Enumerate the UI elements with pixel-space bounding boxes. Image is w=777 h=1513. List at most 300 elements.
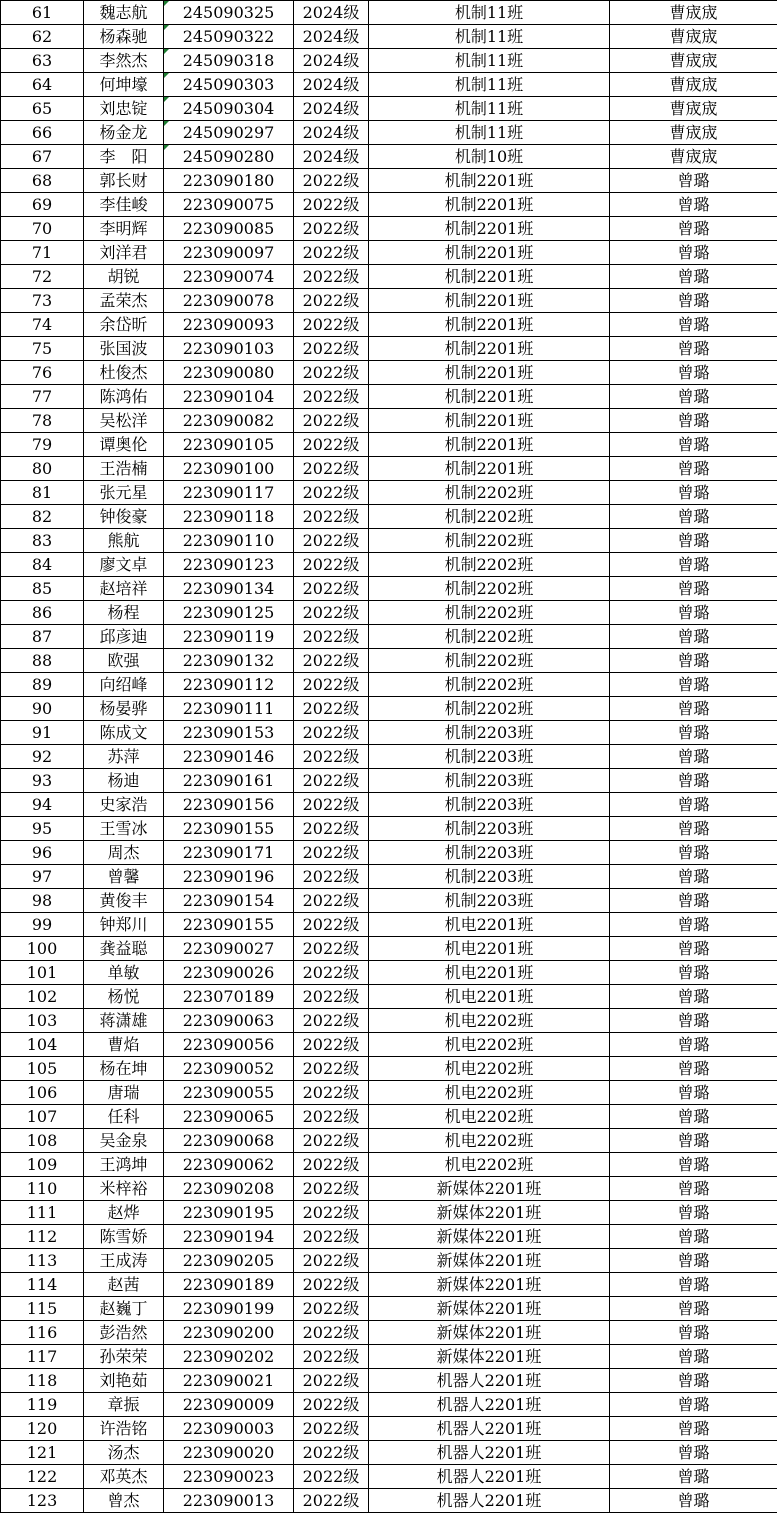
student-name-cell[interactable]: 李 阳 — [84, 145, 164, 169]
student-id-cell[interactable]: 223090055 — [164, 1081, 294, 1105]
student-name-cell[interactable]: 杨金龙 — [84, 121, 164, 145]
grade-cell[interactable]: 2022级 — [294, 1369, 369, 1393]
grade-cell[interactable]: 2022级 — [294, 361, 369, 385]
student-id-cell[interactable]: 223090154 — [164, 889, 294, 913]
row-number-cell[interactable]: 68 — [1, 169, 84, 193]
student-id-cell[interactable]: 223090075 — [164, 193, 294, 217]
class-cell[interactable]: 机制2201班 — [369, 385, 610, 409]
student-name-cell[interactable]: 钟郑川 — [84, 913, 164, 937]
row-number-cell[interactable]: 79 — [1, 433, 84, 457]
teacher-cell[interactable]: 曹宬宬 — [610, 25, 777, 49]
grade-cell[interactable]: 2022级 — [294, 1057, 369, 1081]
grade-cell[interactable]: 2022级 — [294, 1201, 369, 1225]
class-cell[interactable]: 机电2201班 — [369, 913, 610, 937]
class-cell[interactable]: 机制2201班 — [369, 217, 610, 241]
grade-cell[interactable]: 2022级 — [294, 625, 369, 649]
student-name-cell[interactable]: 任科 — [84, 1105, 164, 1129]
teacher-cell[interactable]: 曾璐 — [610, 385, 777, 409]
student-id-cell[interactable]: 223090062 — [164, 1153, 294, 1177]
teacher-cell[interactable]: 曾璐 — [610, 1345, 777, 1369]
row-number-cell[interactable]: 114 — [1, 1273, 84, 1297]
student-name-cell[interactable]: 赵巍丁 — [84, 1297, 164, 1321]
student-name-cell[interactable]: 何坤壕 — [84, 73, 164, 97]
grade-cell[interactable]: 2022级 — [294, 1297, 369, 1321]
student-name-cell[interactable]: 唐瑞 — [84, 1081, 164, 1105]
teacher-cell[interactable]: 曾璐 — [610, 673, 777, 697]
student-id-cell[interactable]: 223090205 — [164, 1249, 294, 1273]
student-name-cell[interactable]: 吴松洋 — [84, 409, 164, 433]
student-name-cell[interactable]: 杨迪 — [84, 769, 164, 793]
teacher-cell[interactable]: 曹宬宬 — [610, 121, 777, 145]
row-number-cell[interactable]: 81 — [1, 481, 84, 505]
grade-cell[interactable]: 2022级 — [294, 673, 369, 697]
row-number-cell[interactable]: 118 — [1, 1369, 84, 1393]
class-cell[interactable]: 机制11班 — [369, 121, 610, 145]
student-name-cell[interactable]: 熊航 — [84, 529, 164, 553]
teacher-cell[interactable]: 曾璐 — [610, 1393, 777, 1417]
student-name-cell[interactable]: 孟荣杰 — [84, 289, 164, 313]
teacher-cell[interactable]: 曾璐 — [610, 241, 777, 265]
teacher-cell[interactable]: 曾璐 — [610, 841, 777, 865]
student-id-cell[interactable]: 245090297 — [164, 121, 294, 145]
class-cell[interactable]: 机制2203班 — [369, 817, 610, 841]
grade-cell[interactable]: 2022级 — [294, 1441, 369, 1465]
class-cell[interactable]: 机制2202班 — [369, 625, 610, 649]
student-id-cell[interactable]: 223090074 — [164, 265, 294, 289]
class-cell[interactable]: 机器人2201班 — [369, 1417, 610, 1441]
class-cell[interactable]: 机电2202班 — [369, 1105, 610, 1129]
row-number-cell[interactable]: 69 — [1, 193, 84, 217]
student-id-cell[interactable]: 223090013 — [164, 1489, 294, 1513]
class-cell[interactable]: 机制2201班 — [369, 361, 610, 385]
class-cell[interactable]: 机制2201班 — [369, 409, 610, 433]
row-number-cell[interactable]: 77 — [1, 385, 84, 409]
student-id-cell[interactable]: 223090195 — [164, 1201, 294, 1225]
student-name-cell[interactable]: 王成涛 — [84, 1249, 164, 1273]
grade-cell[interactable]: 2022级 — [294, 505, 369, 529]
student-id-cell[interactable]: 223070189 — [164, 985, 294, 1009]
student-id-cell[interactable]: 223090119 — [164, 625, 294, 649]
teacher-cell[interactable]: 曾璐 — [610, 697, 777, 721]
teacher-cell[interactable]: 曹宬宬 — [610, 145, 777, 169]
student-name-cell[interactable]: 周杰 — [84, 841, 164, 865]
class-cell[interactable]: 机制2203班 — [369, 721, 610, 745]
row-number-cell[interactable]: 96 — [1, 841, 84, 865]
student-id-cell[interactable]: 223090063 — [164, 1009, 294, 1033]
grade-cell[interactable]: 2022级 — [294, 289, 369, 313]
row-number-cell[interactable]: 102 — [1, 985, 84, 1009]
class-cell[interactable]: 新媒体2201班 — [369, 1297, 610, 1321]
teacher-cell[interactable]: 曾璐 — [610, 1225, 777, 1249]
student-id-cell[interactable]: 245090318 — [164, 49, 294, 73]
grade-cell[interactable]: 2022级 — [294, 1321, 369, 1345]
grade-cell[interactable]: 2022级 — [294, 1009, 369, 1033]
student-name-cell[interactable]: 赵茜 — [84, 1273, 164, 1297]
teacher-cell[interactable]: 曾璐 — [610, 1153, 777, 1177]
student-name-cell[interactable]: 胡锐 — [84, 265, 164, 289]
student-name-cell[interactable]: 赵培祥 — [84, 577, 164, 601]
student-name-cell[interactable]: 单敏 — [84, 961, 164, 985]
row-number-cell[interactable]: 65 — [1, 97, 84, 121]
grade-cell[interactable]: 2022级 — [294, 721, 369, 745]
student-name-cell[interactable]: 蒋潇雄 — [84, 1009, 164, 1033]
student-name-cell[interactable]: 刘艳茹 — [84, 1369, 164, 1393]
grade-cell[interactable]: 2022级 — [294, 1489, 369, 1513]
class-cell[interactable]: 新媒体2201班 — [369, 1249, 610, 1273]
row-number-cell[interactable]: 100 — [1, 937, 84, 961]
student-id-cell[interactable]: 223090020 — [164, 1441, 294, 1465]
grade-cell[interactable]: 2022级 — [294, 241, 369, 265]
teacher-cell[interactable]: 曾璐 — [610, 457, 777, 481]
grade-cell[interactable]: 2022级 — [294, 913, 369, 937]
student-id-cell[interactable]: 223090171 — [164, 841, 294, 865]
row-number-cell[interactable]: 70 — [1, 217, 84, 241]
student-name-cell[interactable]: 黄俊丰 — [84, 889, 164, 913]
row-number-cell[interactable]: 71 — [1, 241, 84, 265]
student-id-cell[interactable]: 223090199 — [164, 1297, 294, 1321]
grade-cell[interactable]: 2022级 — [294, 697, 369, 721]
student-id-cell[interactable]: 245090280 — [164, 145, 294, 169]
teacher-cell[interactable]: 曾璐 — [610, 313, 777, 337]
teacher-cell[interactable]: 曾璐 — [610, 217, 777, 241]
class-cell[interactable]: 机制2201班 — [369, 289, 610, 313]
class-cell[interactable]: 新媒体2201班 — [369, 1177, 610, 1201]
grade-cell[interactable]: 2022级 — [294, 433, 369, 457]
row-number-cell[interactable]: 117 — [1, 1345, 84, 1369]
row-number-cell[interactable]: 67 — [1, 145, 84, 169]
student-name-cell[interactable]: 杨森驰 — [84, 25, 164, 49]
grade-cell[interactable]: 2024级 — [294, 25, 369, 49]
class-cell[interactable]: 机电2202班 — [369, 1057, 610, 1081]
grade-cell[interactable]: 2022级 — [294, 1273, 369, 1297]
class-cell[interactable]: 机电2202班 — [369, 1033, 610, 1057]
student-name-cell[interactable]: 史家浩 — [84, 793, 164, 817]
teacher-cell[interactable]: 曾璐 — [610, 961, 777, 985]
grade-cell[interactable]: 2022级 — [294, 1177, 369, 1201]
student-id-cell[interactable]: 223090196 — [164, 865, 294, 889]
class-cell[interactable]: 机制2203班 — [369, 745, 610, 769]
teacher-cell[interactable]: 曾璐 — [610, 1489, 777, 1513]
grade-cell[interactable]: 2022级 — [294, 481, 369, 505]
student-id-cell[interactable]: 223090155 — [164, 817, 294, 841]
row-number-cell[interactable]: 66 — [1, 121, 84, 145]
teacher-cell[interactable]: 曾璐 — [610, 1441, 777, 1465]
row-number-cell[interactable]: 103 — [1, 1009, 84, 1033]
class-cell[interactable]: 机制2203班 — [369, 841, 610, 865]
teacher-cell[interactable]: 曹宬宬 — [610, 97, 777, 121]
student-id-cell[interactable]: 245090304 — [164, 97, 294, 121]
grade-cell[interactable]: 2022级 — [294, 409, 369, 433]
grade-cell[interactable]: 2022级 — [294, 649, 369, 673]
student-name-cell[interactable]: 余岱昕 — [84, 313, 164, 337]
teacher-cell[interactable]: 曾璐 — [610, 1321, 777, 1345]
student-id-cell[interactable]: 223090009 — [164, 1393, 294, 1417]
class-cell[interactable]: 机制2202班 — [369, 553, 610, 577]
student-name-cell[interactable]: 刘洋君 — [84, 241, 164, 265]
student-id-cell[interactable]: 223090153 — [164, 721, 294, 745]
class-cell[interactable]: 机制2202班 — [369, 529, 610, 553]
student-id-cell[interactable]: 223090155 — [164, 913, 294, 937]
student-name-cell[interactable]: 魏志航 — [84, 1, 164, 25]
class-cell[interactable]: 机制11班 — [369, 97, 610, 121]
row-number-cell[interactable]: 72 — [1, 265, 84, 289]
student-id-cell[interactable]: 223090003 — [164, 1417, 294, 1441]
student-id-cell[interactable]: 223090080 — [164, 361, 294, 385]
teacher-cell[interactable]: 曾璐 — [610, 1369, 777, 1393]
student-name-cell[interactable]: 陈鸿佑 — [84, 385, 164, 409]
grade-cell[interactable]: 2022级 — [294, 865, 369, 889]
row-number-cell[interactable]: 84 — [1, 553, 84, 577]
student-name-cell[interactable]: 杨悦 — [84, 985, 164, 1009]
teacher-cell[interactable]: 曾璐 — [610, 553, 777, 577]
grade-cell[interactable]: 2024级 — [294, 49, 369, 73]
row-number-cell[interactable]: 121 — [1, 1441, 84, 1465]
row-number-cell[interactable]: 94 — [1, 793, 84, 817]
grade-cell[interactable]: 2022级 — [294, 1417, 369, 1441]
row-number-cell[interactable]: 85 — [1, 577, 84, 601]
teacher-cell[interactable]: 曾璐 — [610, 337, 777, 361]
teacher-cell[interactable]: 曾璐 — [610, 433, 777, 457]
row-number-cell[interactable]: 63 — [1, 49, 84, 73]
row-number-cell[interactable]: 116 — [1, 1321, 84, 1345]
row-number-cell[interactable]: 76 — [1, 361, 84, 385]
class-cell[interactable]: 新媒体2201班 — [369, 1345, 610, 1369]
class-cell[interactable]: 机制2201班 — [369, 193, 610, 217]
student-id-cell[interactable]: 223090097 — [164, 241, 294, 265]
row-number-cell[interactable]: 113 — [1, 1249, 84, 1273]
class-cell[interactable]: 机制2201班 — [369, 265, 610, 289]
grade-cell[interactable]: 2022级 — [294, 601, 369, 625]
grade-cell[interactable]: 2022级 — [294, 529, 369, 553]
row-number-cell[interactable]: 88 — [1, 649, 84, 673]
row-number-cell[interactable]: 109 — [1, 1153, 84, 1177]
grade-cell[interactable]: 2022级 — [294, 769, 369, 793]
row-number-cell[interactable]: 93 — [1, 769, 84, 793]
row-number-cell[interactable]: 80 — [1, 457, 84, 481]
student-id-cell[interactable]: 223090111 — [164, 697, 294, 721]
student-name-cell[interactable]: 陈成文 — [84, 721, 164, 745]
teacher-cell[interactable]: 曾璐 — [610, 1057, 777, 1081]
row-number-cell[interactable]: 82 — [1, 505, 84, 529]
class-cell[interactable]: 机电2202班 — [369, 1153, 610, 1177]
grade-cell[interactable]: 2022级 — [294, 337, 369, 361]
grade-cell[interactable]: 2022级 — [294, 577, 369, 601]
student-id-cell[interactable]: 223090056 — [164, 1033, 294, 1057]
teacher-cell[interactable]: 曾璐 — [610, 721, 777, 745]
class-cell[interactable]: 机制11班 — [369, 25, 610, 49]
student-id-cell[interactable]: 223090085 — [164, 217, 294, 241]
class-cell[interactable]: 机制2201班 — [369, 241, 610, 265]
teacher-cell[interactable]: 曾璐 — [610, 529, 777, 553]
teacher-cell[interactable]: 曾璐 — [610, 1201, 777, 1225]
class-cell[interactable]: 机制2201班 — [369, 169, 610, 193]
row-number-cell[interactable]: 90 — [1, 697, 84, 721]
class-cell[interactable]: 机制2202班 — [369, 577, 610, 601]
grade-cell[interactable]: 2022级 — [294, 793, 369, 817]
class-cell[interactable]: 机制2201班 — [369, 337, 610, 361]
student-name-cell[interactable]: 米梓裕 — [84, 1177, 164, 1201]
row-number-cell[interactable]: 107 — [1, 1105, 84, 1129]
teacher-cell[interactable]: 曾璐 — [610, 1105, 777, 1129]
class-cell[interactable]: 机电2202班 — [369, 1009, 610, 1033]
student-id-cell[interactable]: 223090134 — [164, 577, 294, 601]
student-name-cell[interactable]: 汤杰 — [84, 1441, 164, 1465]
student-id-cell[interactable]: 223090065 — [164, 1105, 294, 1129]
student-id-cell[interactable]: 223090052 — [164, 1057, 294, 1081]
student-id-cell[interactable]: 223090068 — [164, 1129, 294, 1153]
student-id-cell[interactable]: 223090093 — [164, 313, 294, 337]
row-number-cell[interactable]: 105 — [1, 1057, 84, 1081]
student-name-cell[interactable]: 刘忠锭 — [84, 97, 164, 121]
teacher-cell[interactable]: 曾璐 — [610, 1033, 777, 1057]
teacher-cell[interactable]: 曾璐 — [610, 1009, 777, 1033]
teacher-cell[interactable]: 曾璐 — [610, 889, 777, 913]
student-name-cell[interactable]: 邓英杰 — [84, 1465, 164, 1489]
student-name-cell[interactable]: 钟俊豪 — [84, 505, 164, 529]
grade-cell[interactable]: 2022级 — [294, 1393, 369, 1417]
grade-cell[interactable]: 2022级 — [294, 385, 369, 409]
teacher-cell[interactable]: 曾璐 — [610, 625, 777, 649]
grade-cell[interactable]: 2022级 — [294, 313, 369, 337]
grade-cell[interactable]: 2022级 — [294, 457, 369, 481]
student-name-cell[interactable]: 曾馨 — [84, 865, 164, 889]
student-id-cell[interactable]: 223090161 — [164, 769, 294, 793]
class-cell[interactable]: 机制2201班 — [369, 313, 610, 337]
teacher-cell[interactable]: 曾璐 — [610, 1129, 777, 1153]
grade-cell[interactable]: 2022级 — [294, 841, 369, 865]
teacher-cell[interactable]: 曾璐 — [610, 937, 777, 961]
teacher-cell[interactable]: 曾璐 — [610, 169, 777, 193]
student-name-cell[interactable]: 陈雪娇 — [84, 1225, 164, 1249]
student-id-cell[interactable]: 223090021 — [164, 1369, 294, 1393]
student-name-cell[interactable]: 杜俊杰 — [84, 361, 164, 385]
row-number-cell[interactable]: 110 — [1, 1177, 84, 1201]
row-number-cell[interactable]: 61 — [1, 1, 84, 25]
teacher-cell[interactable]: 曹宬宬 — [610, 73, 777, 97]
class-cell[interactable]: 新媒体2201班 — [369, 1273, 610, 1297]
student-name-cell[interactable]: 欧强 — [84, 649, 164, 673]
student-name-cell[interactable]: 张国波 — [84, 337, 164, 361]
row-number-cell[interactable]: 99 — [1, 913, 84, 937]
row-number-cell[interactable]: 74 — [1, 313, 84, 337]
student-name-cell[interactable]: 曹焰 — [84, 1033, 164, 1057]
class-cell[interactable]: 机器人2201班 — [369, 1369, 610, 1393]
student-id-cell[interactable]: 223090125 — [164, 601, 294, 625]
student-name-cell[interactable]: 杨在坤 — [84, 1057, 164, 1081]
student-id-cell[interactable]: 223090082 — [164, 409, 294, 433]
teacher-cell[interactable]: 曾璐 — [610, 505, 777, 529]
row-number-cell[interactable]: 106 — [1, 1081, 84, 1105]
teacher-cell[interactable]: 曾璐 — [610, 601, 777, 625]
teacher-cell[interactable]: 曾璐 — [610, 1297, 777, 1321]
student-id-cell[interactable]: 223090123 — [164, 553, 294, 577]
class-cell[interactable]: 机器人2201班 — [369, 1489, 610, 1513]
class-cell[interactable]: 新媒体2201班 — [369, 1201, 610, 1225]
row-number-cell[interactable]: 112 — [1, 1225, 84, 1249]
row-number-cell[interactable]: 108 — [1, 1129, 84, 1153]
student-id-cell[interactable]: 223090156 — [164, 793, 294, 817]
class-cell[interactable]: 机电2201班 — [369, 937, 610, 961]
teacher-cell[interactable]: 曾璐 — [610, 1465, 777, 1489]
grade-cell[interactable]: 2024级 — [294, 97, 369, 121]
grade-cell[interactable]: 2022级 — [294, 1129, 369, 1153]
grade-cell[interactable]: 2022级 — [294, 1225, 369, 1249]
student-name-cell[interactable]: 彭浩然 — [84, 1321, 164, 1345]
teacher-cell[interactable]: 曾璐 — [610, 817, 777, 841]
student-name-cell[interactable]: 苏萍 — [84, 745, 164, 769]
teacher-cell[interactable]: 曾璐 — [610, 265, 777, 289]
grade-cell[interactable]: 2022级 — [294, 1105, 369, 1129]
student-name-cell[interactable]: 龚益聪 — [84, 937, 164, 961]
class-cell[interactable]: 机制2202班 — [369, 481, 610, 505]
row-number-cell[interactable]: 119 — [1, 1393, 84, 1417]
student-name-cell[interactable]: 曾杰 — [84, 1489, 164, 1513]
student-name-cell[interactable]: 王雪冰 — [84, 817, 164, 841]
class-cell[interactable]: 机制2203班 — [369, 793, 610, 817]
grade-cell[interactable]: 2022级 — [294, 553, 369, 577]
student-id-cell[interactable]: 223090105 — [164, 433, 294, 457]
grade-cell[interactable]: 2022级 — [294, 1345, 369, 1369]
row-number-cell[interactable]: 104 — [1, 1033, 84, 1057]
student-id-cell[interactable]: 223090189 — [164, 1273, 294, 1297]
row-number-cell[interactable]: 122 — [1, 1465, 84, 1489]
teacher-cell[interactable]: 曾璐 — [610, 1081, 777, 1105]
row-number-cell[interactable]: 78 — [1, 409, 84, 433]
student-name-cell[interactable]: 李佳峻 — [84, 193, 164, 217]
student-id-cell[interactable]: 223090100 — [164, 457, 294, 481]
class-cell[interactable]: 机制2202班 — [369, 601, 610, 625]
row-number-cell[interactable]: 87 — [1, 625, 84, 649]
grade-cell[interactable]: 2022级 — [294, 985, 369, 1009]
class-cell[interactable]: 机电2201班 — [369, 961, 610, 985]
student-id-cell[interactable]: 223090117 — [164, 481, 294, 505]
grade-cell[interactable]: 2022级 — [294, 889, 369, 913]
student-id-cell[interactable]: 245090303 — [164, 73, 294, 97]
student-name-cell[interactable]: 邱彦迪 — [84, 625, 164, 649]
class-cell[interactable]: 机制2203班 — [369, 865, 610, 889]
teacher-cell[interactable]: 曾璐 — [610, 289, 777, 313]
student-id-cell[interactable]: 223090208 — [164, 1177, 294, 1201]
student-id-cell[interactable]: 223090146 — [164, 745, 294, 769]
teacher-cell[interactable]: 曾璐 — [610, 1417, 777, 1441]
row-number-cell[interactable]: 86 — [1, 601, 84, 625]
student-id-cell[interactable]: 223090118 — [164, 505, 294, 529]
student-name-cell[interactable]: 赵烨 — [84, 1201, 164, 1225]
student-name-cell[interactable]: 杨程 — [84, 601, 164, 625]
row-number-cell[interactable]: 123 — [1, 1489, 84, 1513]
class-cell[interactable]: 机制2202班 — [369, 505, 610, 529]
student-id-cell[interactable]: 223090110 — [164, 529, 294, 553]
student-id-cell[interactable]: 245090325 — [164, 1, 294, 25]
grade-cell[interactable]: 2022级 — [294, 817, 369, 841]
student-id-cell[interactable]: 223090104 — [164, 385, 294, 409]
student-name-cell[interactable]: 吴金泉 — [84, 1129, 164, 1153]
row-number-cell[interactable]: 101 — [1, 961, 84, 985]
student-name-cell[interactable]: 李明辉 — [84, 217, 164, 241]
class-cell[interactable]: 机制2201班 — [369, 433, 610, 457]
grade-cell[interactable]: 2022级 — [294, 937, 369, 961]
grade-cell[interactable]: 2022级 — [294, 745, 369, 769]
teacher-cell[interactable]: 曾璐 — [610, 1273, 777, 1297]
teacher-cell[interactable]: 曾璐 — [610, 769, 777, 793]
row-number-cell[interactable]: 75 — [1, 337, 84, 361]
student-name-cell[interactable]: 谭奥伦 — [84, 433, 164, 457]
class-cell[interactable]: 机电2201班 — [369, 985, 610, 1009]
student-id-cell[interactable]: 223090112 — [164, 673, 294, 697]
row-number-cell[interactable]: 62 — [1, 25, 84, 49]
row-number-cell[interactable]: 111 — [1, 1201, 84, 1225]
teacher-cell[interactable]: 曾璐 — [610, 865, 777, 889]
